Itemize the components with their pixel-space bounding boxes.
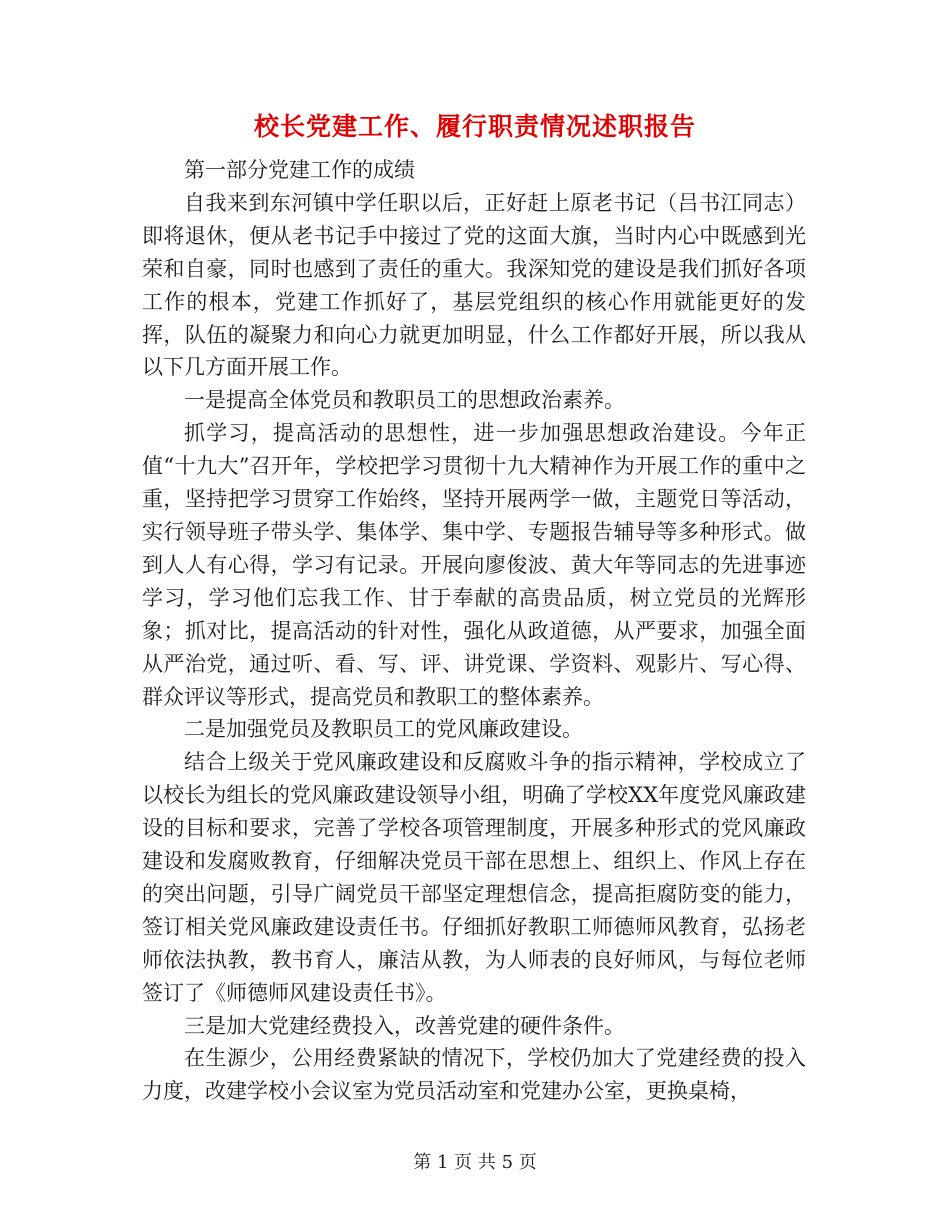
document-body — [142, 154, 806, 1108]
paragraph: 第一部分党建工作的成绩 — [184, 158, 415, 182]
paragraph: 二是加强党员及教职员工的党风廉政建设。 — [184, 717, 583, 742]
page-footer: 第 1 页 共 5 页 — [413, 1152, 537, 1173]
paragraph: 在生源少，公用经费紧缺的情况下，学校仍加大了党建经费的投入力度，改建学校小会议室为党员活动室和党建办公室，更换桌椅， — [142, 1046, 806, 1104]
document-title: 校长党建工作、履行职责情况述职报告 — [253, 112, 696, 141]
paragraph: 三是加大党建经费投入，改善党建的硬件条件。 — [184, 1013, 625, 1038]
paragraph: 自我来到东河镇中学任职以后，正好赶上原老书记（吕书江同志）即将退休，便从老书记手中接过了党的这面大旗，当时内心中既感到光荣和自豪，同时也感到了责任的重大。我深知党的建设是我们抓好各项工作的根本，党建工作抓好了，基层党组织的核心作用就能更好的发挥，队伍的凝聚力和向心力就更加明显，什么工作都好开展，所以我从以下几方面开展工作。 — [142, 190, 806, 380]
paragraph: 一是提高全体党员和教职员工的思想政治素养。 — [184, 388, 625, 413]
paragraph: 抓学习，提高活动的思想性，进一步加强思想政治建设。今年正值“十九大”召开年，学校把学习贯彻十九大精神作为开展工作的重中之重，坚持把学习贯穿工作始终，坚持开展两学一做，主题党日等活动，实行领导班子带头学、集体学、集中学、专题报告辅导等多种形式。做到人人有心得，学习有记录。开展向廖俊波、黄大年等同志的先进事迹学习，学习他们忘我工作、甘于奉献的高贵品质，树立党员的光辉形象；抓对比，提高活动的针对性，强化从政道德，从严要求，加强全面从严治党，通过听、看、写、评、讲党课、学资料、观影片、写心得、群众评议等形式，提高党员和教职工的整体素养。 — [142, 421, 806, 709]
paragraph: 结合上级关于党风廉政建设和反腐败斗争的指示精神，学校成立了以校长为组长的党风廉政建设领导小组，明确了学校XX年度党风廉政建设的目标和要求，完善了学校各项管理制度，开展多种形式的党风廉政建设和发腐败教育，仔细解决党员干部在思想上、组织上、作风上存在的突出问题，引导广阔党员干部坚定理想信念，提高拒腐防变的能力，签订相关党风廉政建设责任书。仔细抓好教职工师德师风教育，弘扬老师依法执教，教书育人，廉洁从教，为人师表的良好师风，与每位老师签订了《师德师风建设责任书》。 — [142, 750, 806, 1005]
